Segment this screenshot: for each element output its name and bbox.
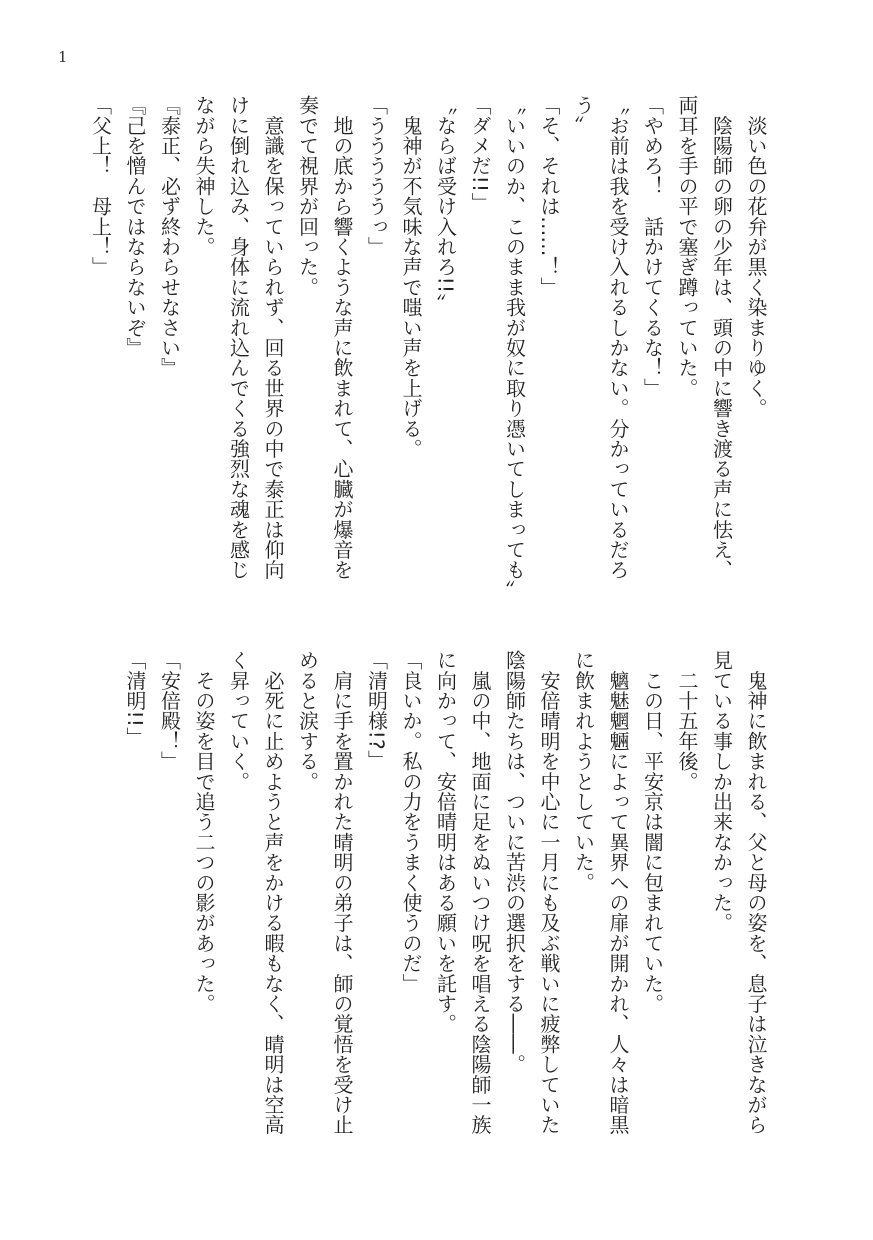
text-line: 「そ、それは……！」: [537, 95, 561, 297]
text-line: めると涙する。: [295, 650, 320, 792]
text-line: 『己を憎んではならないぞ』: [123, 95, 147, 358]
text-line: 嵐の中、地面に足をぬいつけ呪を唱える陰陽師一族: [468, 650, 492, 1135]
text-line: 陰陽師たちは、ついに苦渋の選択をする――。: [502, 650, 527, 1075]
text-line: 二十五年後。: [675, 650, 699, 792]
text-line: 意識を保っていられず、回る世界の中で泰正は仰向: [261, 95, 285, 580]
text-line: 「良いか。私の力をうまく使うのだ」: [399, 650, 423, 994]
text-line: 見ている事しか出来なかった。: [709, 650, 734, 933]
text-line: 「うううううっ」: [364, 95, 389, 257]
text-line: 両耳を手の平で塞ぎ蹲っていた。: [675, 95, 699, 398]
text-line: 必死に止めようと声をかける暇もなく、晴明は空高: [261, 650, 285, 1135]
text-line: く昇っていく。: [226, 650, 251, 792]
text-line: ながら失神した。: [192, 95, 216, 257]
text-line: 「清明様!?」: [364, 650, 389, 771]
text-line: 「清明!!」: [123, 650, 147, 748]
text-line: 「ダメだ!!」: [468, 95, 492, 213]
text-block-bottom: [118, 650, 774, 1135]
text-line: 淡い色の花弁が黒く染まりゆく。: [744, 95, 768, 419]
text-line: 鬼神が不気味な声で嗤い声を上げる。: [399, 95, 423, 459]
page-number: 1: [58, 48, 68, 66]
text-line: この日、平安京は闇に包まれていた。: [640, 650, 665, 1014]
text-line: 肩に手を置かれた晴明の弟子は、師の覚悟を受け止: [330, 650, 354, 1135]
text-line: 鬼神に飲まれる、父と母の姿を、息子は泣きながら: [744, 650, 768, 1135]
text-line: 魑魅魍魎によって異界への扉が開かれ、人々は暗黒: [606, 650, 630, 1135]
text-line: う〟: [571, 95, 596, 136]
text-line: に飲まれようとしていた。: [571, 650, 596, 893]
text-line: に向かって、安倍晴明はある願いを託す。: [433, 650, 458, 1034]
text-line: けに倒れ込み、身体に流れ込んでくる強烈な魂を感じ: [226, 95, 251, 580]
text-line: 〝ならば受け入れろ!!〟: [433, 95, 458, 314]
text-line: 「安倍殿！」: [157, 650, 182, 772]
text-line: 〝お前は我を受け入れるしかない。分かっているだろ: [606, 95, 630, 580]
text-line: 奏でて視界が回った。: [295, 95, 320, 297]
text-block-top: [83, 95, 773, 600]
text-line: 「やめろ！ 話かけてくるな！」: [640, 95, 665, 398]
text-line: 〝いいのか、このまま我が奴に取り憑いてしまっても〟: [502, 95, 527, 600]
text-line: その姿を目で追う二つの影があった。: [192, 650, 216, 1014]
text-line: 安倍晴明を中心に一月にも及ぶ戦いに疲弊していた: [537, 650, 561, 1135]
text-line: 地の底から響くような声に飲まれて、心臓が爆音を: [330, 95, 354, 580]
text-line: 陰陽師の卵の少年は、頭の中に響き渡る声に怯え、: [709, 95, 734, 580]
text-line: 『泰正、必ず終わらせなさい』: [157, 95, 182, 378]
text-line: 「父上！ 母上！」: [88, 95, 113, 277]
